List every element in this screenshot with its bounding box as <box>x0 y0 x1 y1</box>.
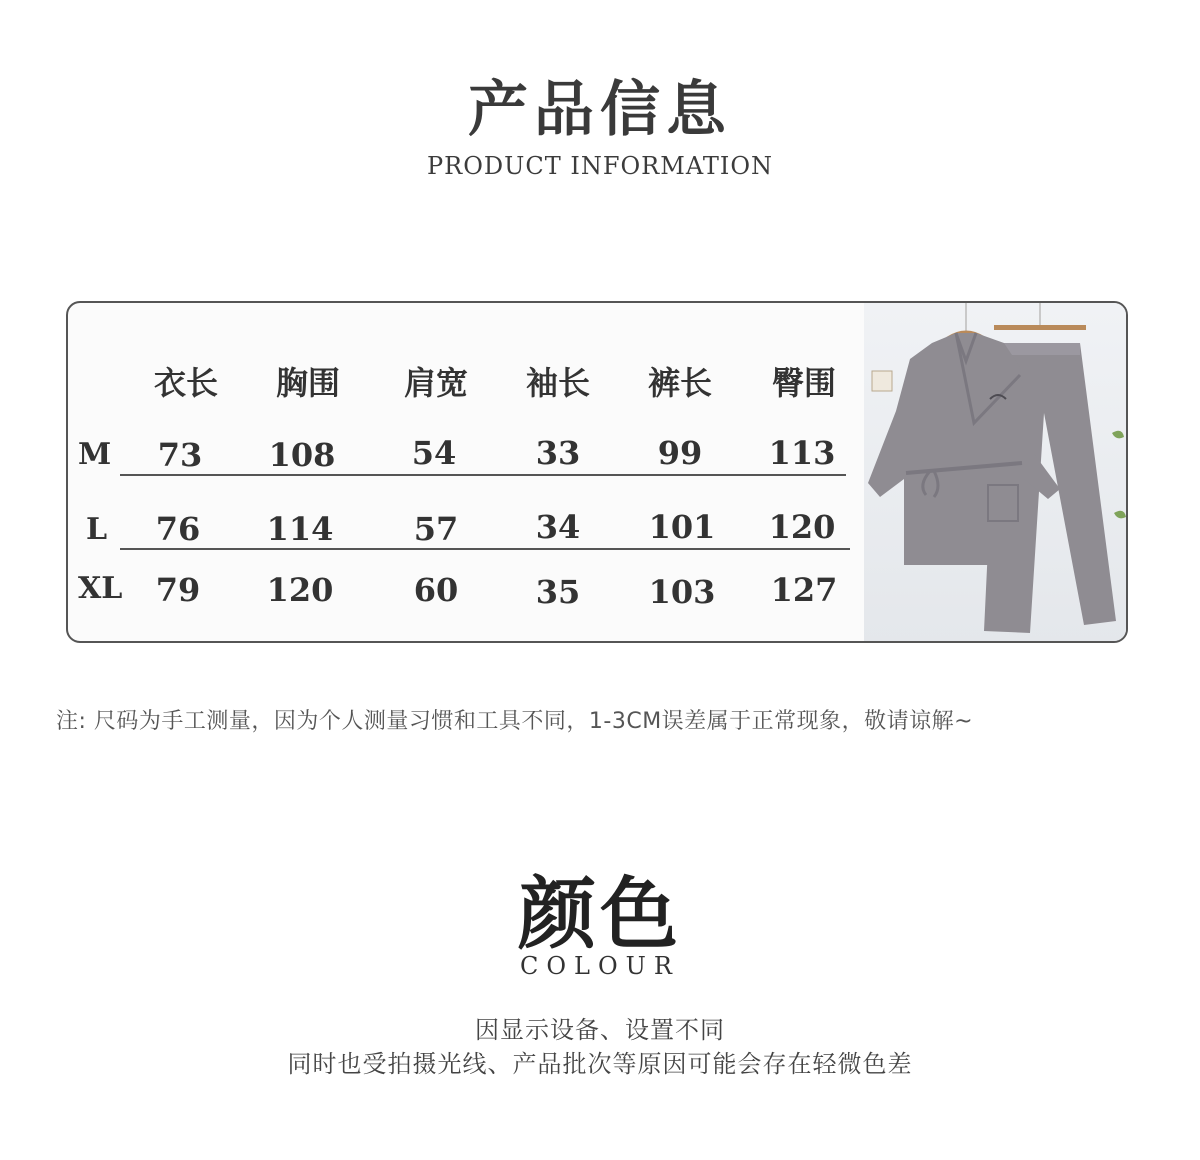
table-cell: 34 <box>535 508 581 546</box>
measurement-note: 注: 尺码为手工测量，因为个人测量习惯和工具不同，1-3CM误差属于正常现象，敬请谅解~ <box>56 709 974 734</box>
table-cell: 54 <box>411 434 457 472</box>
row-divider <box>120 548 850 550</box>
column-header-shoulder: 肩宽 <box>403 364 468 402</box>
table-cell: 108 <box>268 436 336 474</box>
column-header-chest: 胸围 <box>275 364 340 402</box>
size-label-xl: XL <box>78 571 123 606</box>
column-header-length: 衣长 <box>153 364 218 402</box>
table-cell: 57 <box>413 510 459 548</box>
column-header-sleeve: 袖长 <box>525 364 590 402</box>
table-cell: 60 <box>413 571 459 609</box>
size-label-l: L <box>86 512 108 547</box>
table-cell: 120 <box>768 508 836 546</box>
size-label-m: M <box>78 437 112 472</box>
table-cell: 76 <box>155 510 201 548</box>
table-cell: 35 <box>535 573 581 611</box>
table-cell: 79 <box>155 571 201 609</box>
colour-subtitle: COLOUR <box>520 952 680 980</box>
table-cell: 114 <box>266 510 334 548</box>
pajama-set-illustration <box>864 303 1128 643</box>
product-photo <box>864 303 1128 643</box>
colour-note-line-1: 因显示设备、设置不同 <box>475 1016 725 1044</box>
table-cell: 73 <box>157 436 203 474</box>
table-cell: 127 <box>770 571 838 609</box>
table-cell: 33 <box>535 434 581 472</box>
table-cell: 120 <box>266 571 334 609</box>
page-subtitle: PRODUCT INFORMATION <box>427 152 773 180</box>
size-chart-panel <box>66 301 1128 643</box>
column-header-hip: 臀围 <box>771 364 836 402</box>
colour-note-line-2: 同时也受拍摄光线、产品批次等原因可能会存在轻微色差 <box>287 1050 913 1078</box>
row-divider <box>120 474 846 476</box>
colour-title: 颜色 <box>517 870 682 960</box>
table-cell: 99 <box>657 434 703 472</box>
table-cell: 101 <box>648 508 716 546</box>
column-header-pants: 裤长 <box>647 364 712 402</box>
page-title: 产品信息 <box>468 75 732 145</box>
table-cell: 113 <box>768 434 836 472</box>
table-cell: 103 <box>648 573 716 611</box>
